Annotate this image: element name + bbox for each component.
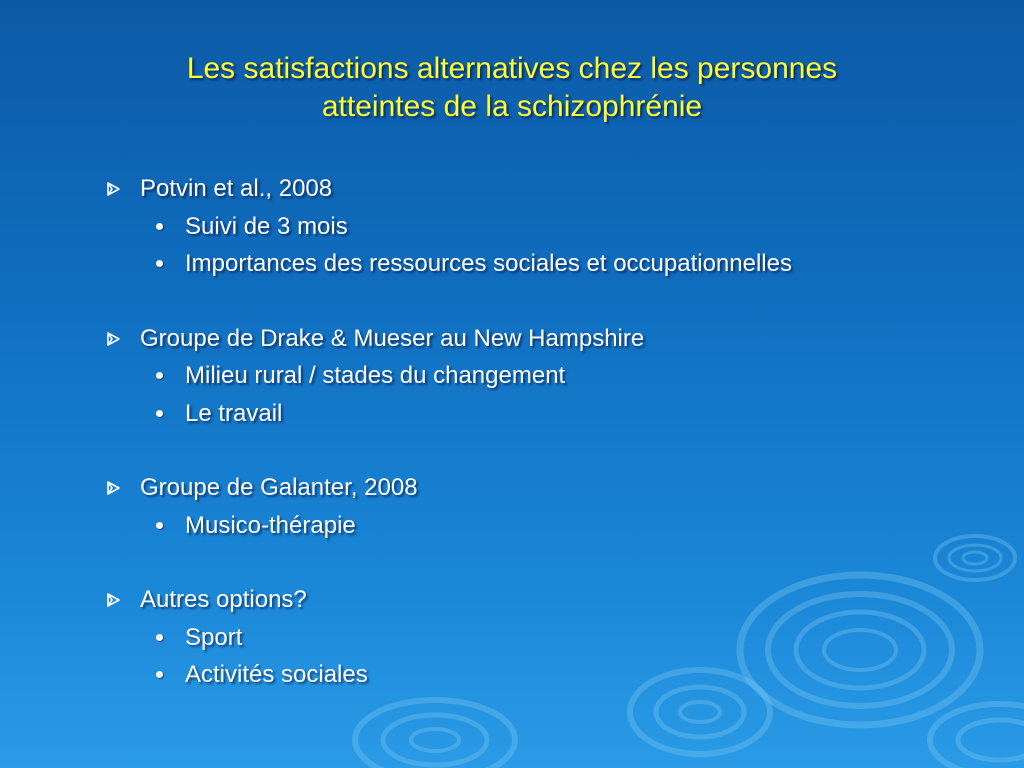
dot-bullet-icon <box>156 260 163 267</box>
title-line-2: atteintes de la schizophrénie <box>321 90 703 123</box>
bullet-label: Autres options? <box>140 586 307 613</box>
arrow-bullet-icon <box>105 331 123 347</box>
slide-title <box>72 50 952 126</box>
sub-bullet-label: Importances des ressources sociales et occupationnelles <box>185 250 792 277</box>
sub-bullet-label: Activités sociales <box>185 661 368 688</box>
bullet-label: Groupe de Galanter, 2008 <box>140 474 418 501</box>
list-item <box>100 581 980 619</box>
list-item <box>100 619 980 657</box>
list-item <box>100 245 980 283</box>
list-item <box>100 320 980 358</box>
bullet-list <box>100 170 980 731</box>
title-line-1: Les satisfactions alternatives chez les personnes <box>186 52 838 85</box>
bullet-label: Potvin et al., 2008 <box>140 175 333 202</box>
bullet-group <box>100 469 980 544</box>
sub-bullet-label: Suivi de 3 mois <box>185 212 348 240</box>
list-item <box>100 656 980 694</box>
bullet-group <box>100 170 980 283</box>
dot-bullet-icon <box>156 522 163 529</box>
dot-bullet-icon <box>156 223 163 230</box>
dot-bullet-icon <box>156 372 163 379</box>
list-item <box>100 395 980 433</box>
sub-bullet-label: Milieu rural / stades du changement <box>185 362 566 389</box>
list-item <box>100 469 980 507</box>
sub-bullet-label: Le travail <box>185 399 283 427</box>
list-item <box>100 208 980 246</box>
list-item <box>100 170 980 208</box>
sub-bullet-label: Musico-thérapie <box>185 511 356 539</box>
arrow-bullet-icon <box>105 480 123 496</box>
dot-bullet-icon <box>156 410 163 417</box>
dot-bullet-icon <box>156 671 163 678</box>
list-item <box>100 507 980 545</box>
dot-bullet-icon <box>156 634 163 641</box>
list-item <box>100 357 980 395</box>
arrow-bullet-icon <box>105 181 123 197</box>
arrow-bullet-icon <box>105 592 123 608</box>
sub-bullet-label: Sport <box>185 623 243 651</box>
bullet-label: Groupe de Drake & Mueser au New Hampshire <box>140 324 645 352</box>
bullet-group <box>100 581 980 694</box>
bullet-group <box>100 320 980 433</box>
